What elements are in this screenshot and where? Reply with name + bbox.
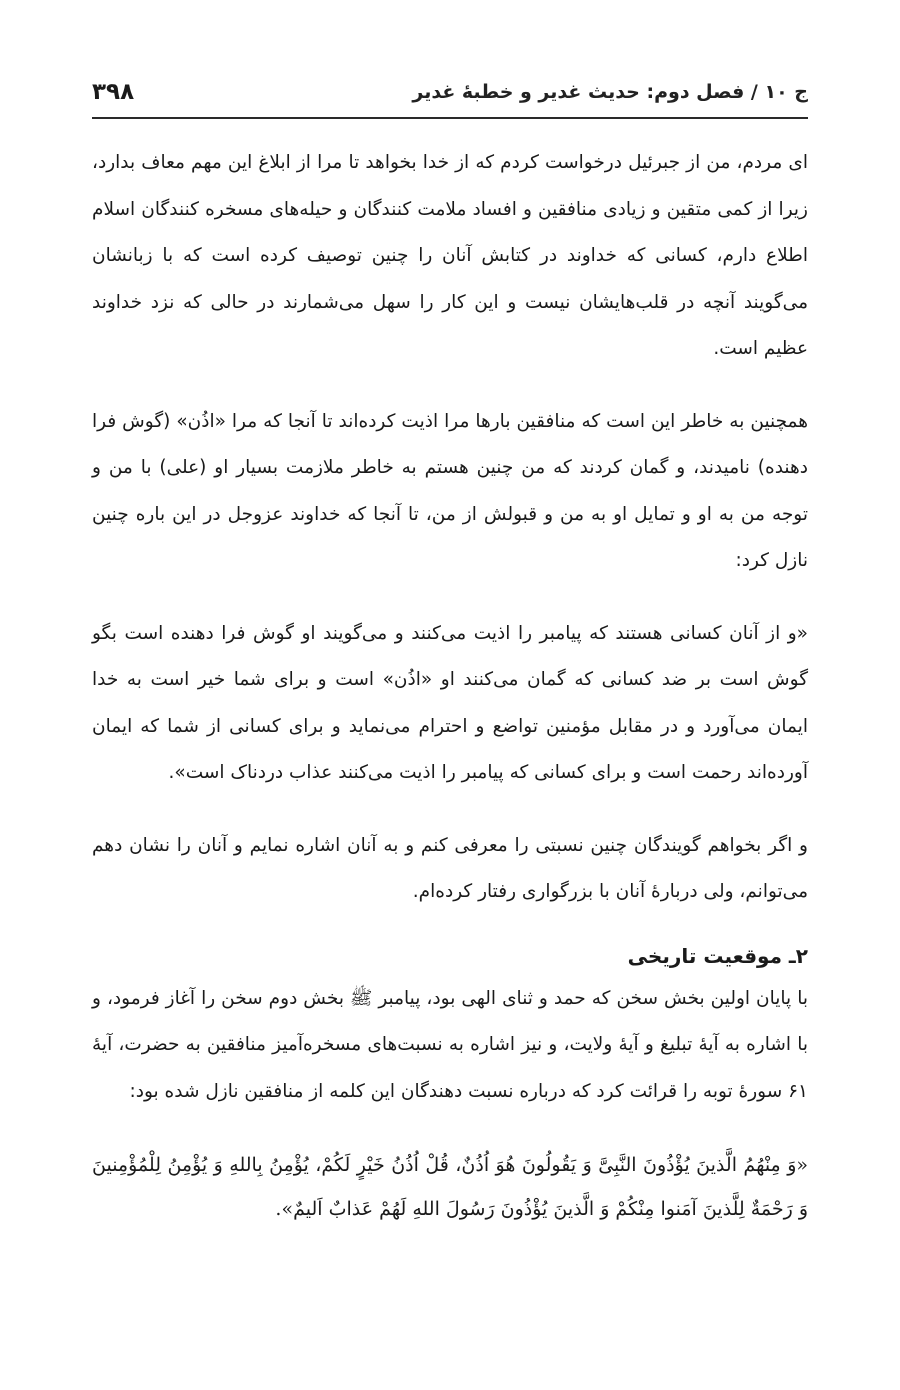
section-heading: ۲ـ موقعیت تاریخی xyxy=(627,943,808,968)
book-page xyxy=(92,0,808,1390)
running-head-title: ج ۱۰ / فصل دوم: حدیث غدیر و خطبهٔ غدیر xyxy=(412,81,808,103)
section-paragraph: با پایان اولین بخش سخن که حمد و ثنای الهی بود، پیامبر ﷺ بخش دوم سخن را آغاز فرمود، و با اشاره به آیهٔ تبلیغ و آیهٔ ولایت، و نیز اشاره به نسبت‌های مسخره‌آمیز منافقین به حضرت، آیهٔ ۶۱ سورهٔ توبه را قرائت کرد که درباره نسبت دهندگان این کلمه از منافقین نازل شده بود: xyxy=(92,987,808,1102)
header-divider xyxy=(92,117,808,119)
quran-verse: «وَ مِنْهُمُ الَّذینَ یُؤْذُونَ النَّبِیَّ وَ یَقُولُونَ هُوَ اُذُنٌ، قُلْ اُذُنُ خَیْرٍ لَکُمْ، یُؤْمِنُ بِاللهِ وَ یُؤْمِنُ لِلْمُؤْمِنینَ وَ رَحْمَةٌ لِلَّذینَ آمَنوا مِنْکُمْ وَ الَّذینَ یُؤْذُونَ رَسُولَ اللهِ لَهُمْ عَذابٌ اَلیمٌ». xyxy=(92,1154,808,1220)
paragraph-2: همچنین به خاطر این است که منافقین بارها مرا اذیت کرده‌اند تا آنجا که مرا «اذُن» (گوش فرا دهنده) نامیدند، و گمان کردند که من چنین هستم به خاطر ملازمت بسیار او (علی) با من و توجه من به او و تمایل او به من و قبولش از من، تا آنجا که خداوند عزوجل در این باره چنین نازل کرد: xyxy=(92,410,808,571)
page-number: ۳۹۸ xyxy=(92,79,135,105)
paragraph-3-quote: «و از آنان کسانی هستند که پیامبر را اذیت می‌کنند و می‌گویند او گوش فرا دهنده است بگو گوش است بر ضد کسانی که گمان می‌کنند او «اذُن» است و برای شما خیر است به خدا ایمان می‌آورد و در مقابل مؤمنین تواضع و احترام می‌نماید و برای کسانی از شما که ایمان آورده‌اند رحمت است و برای کسانی که پیامبر را اذیت می‌کنند عذاب دردناک است». xyxy=(92,622,808,783)
body-text xyxy=(92,140,808,1231)
running-head xyxy=(92,74,808,110)
paragraph-4: و اگر بخواهم گویندگان چنین نسبتی را معرفی کنم و به آنان اشاره نمایم و آنان را نشان دهم می‌توانم، ولی دربارهٔ آنان با بزرگواری رفتار کرده‌ام. xyxy=(92,834,808,902)
paragraph-1: ای مردم، من از جبرئیل درخواست کردم که از خدا بخواهد تا مرا از ابلاغ این مهم معاف بدارد، زیرا از کمی متقین و زیادی منافقین و افساد ملامت کنندگان و حیله‌های مسخره کنندگان اسلام اطلاع دارم، کسانی که خداوند در کتابش آنان را چنین توصیف کرده است که با زبانشان می‌گویند آنچه در قلب‌هایشان نیست و این کار را سهل می‌شمارند در حالی که نزد خداوند عظیم است. xyxy=(92,152,808,359)
